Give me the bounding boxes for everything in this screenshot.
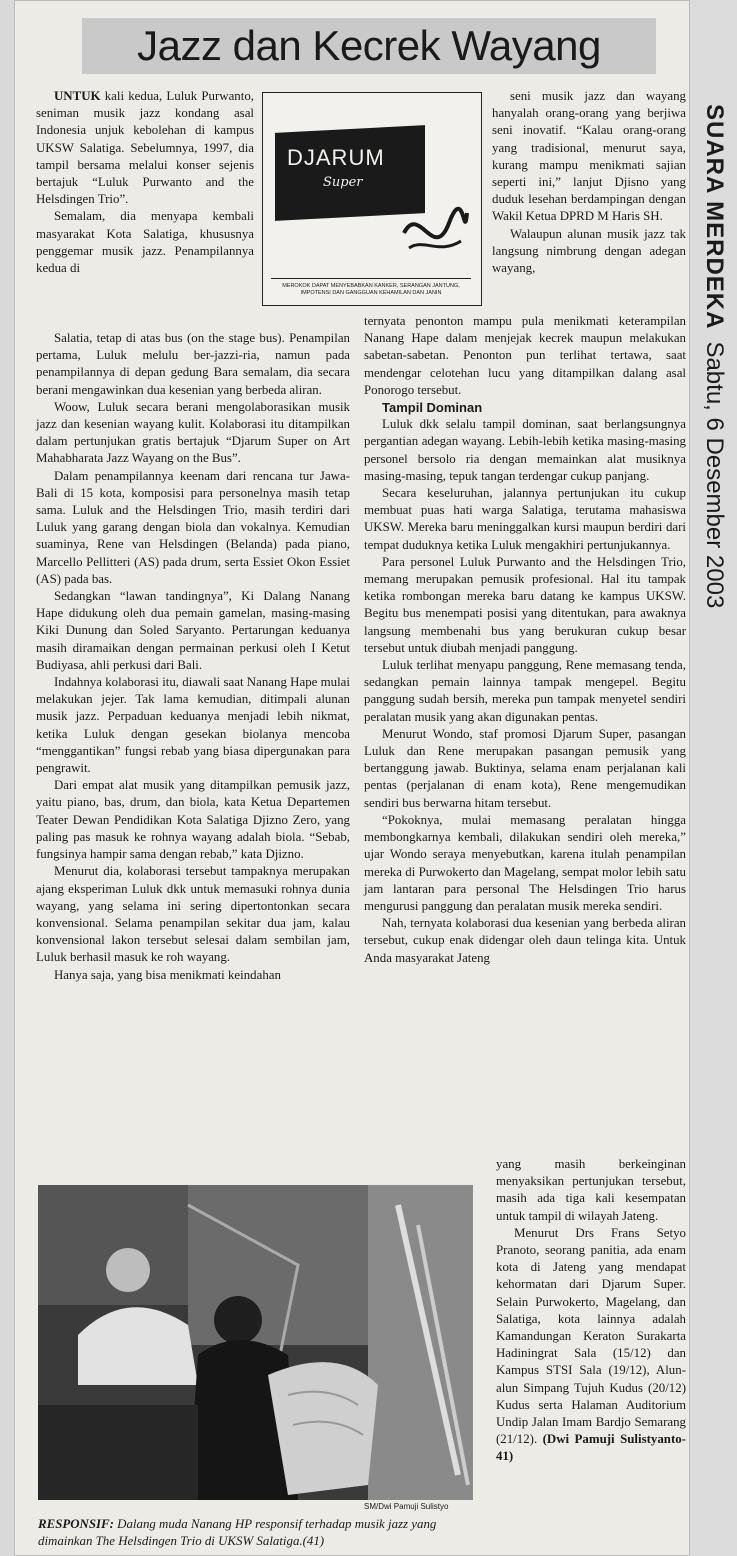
article-photo bbox=[38, 1185, 473, 1500]
publisher-name: SUARA MERDEKA bbox=[701, 104, 728, 330]
paragraph: Para personel Luluk Purwanto and the Helsdingen Trio, memang merupakan pemusik profesional. Hal itu tampak ketika rombongan mereka baru datang ke kampus UKSW. Begitu bus menempati posisi yang ditentukan, para awaknya langsung membenahi bus yang berukuran cukup besar tersebut untuk diubah menjadi panggung. bbox=[364, 554, 686, 655]
article-column-3-tail bbox=[496, 1156, 686, 1466]
ad-health-warning: MEROKOK DAPAT MENYEBABKAN KANKER, SERANGAN JANTUNG, IMPOTENSI DAN GANGGUAN KEHAMILAN DAN JANIN bbox=[271, 278, 471, 297]
paragraph: Indahnya kolaborasi itu, diawali saat Nanang Hape mulai melakukan jejer. Tak lama kemudian, ditimpali alunan musik jazz. Perpaduan keduanya menjadi lebih nikmat, ketika Luluk dengan gesekan biolanya mencoba “menggantikan” fungsi rebab yang biasa dipergunakan para pengrawit. bbox=[36, 675, 350, 776]
ad-subbrand: Super bbox=[323, 175, 363, 190]
paragraph: Menurut dia, kolaborasi tersebut tampaknya merupakan ajang eksperiman Luluk dkk untuk memasuki rohnya dunia wayang, yang selama ini sering dipertontonkan secara konvensional. Selama penampilan sekitar dua jam, kalau konvensional lakon tersebut selesai dalam sembilan jam, Luluk berhasil masuk ke roh wayang. bbox=[36, 864, 350, 965]
photo-scene-icon bbox=[38, 1185, 473, 1500]
paragraph: Dari empat alat musik yang ditampilkan pemusik jazz, yaitu piano, bas, drum, dan biola, kata Ketua Departemen Teater Dewan Pendidikan Kota Salatiga Djizno Zero, yang paling pas masuk ke rohnya wayang adalah biola. “Sebab, fungsinya hampir sama dengan rebab,” kata Djizno. bbox=[36, 778, 350, 862]
ad-signature-icon bbox=[399, 193, 469, 263]
paragraph: ternyata penonton mampu pula menikmati keterampilan Nanang Hape dalam menjejak kecrek maupun melakukan sabetan-sabetan. Penonton pun terlihat tertawa, saat mendengar celotehan lucu yang ditampilkan dalang asal Ponorogo tersebut. bbox=[364, 314, 686, 397]
paragraph: Hanya saja, yang bisa menikmati keindahan bbox=[54, 967, 281, 982]
paragraph: Semalam, dia menyapa kembali masyarakat Kota Salatiga, khususnya penggemar musik jazz. Penampilannya kedua di bbox=[36, 209, 254, 276]
paragraph: yang masih berkeinginan menyaksikan pertunjukan tersebut, masih ada tiga kali kesempatan untuk tampil di wilayah Jateng. bbox=[496, 1157, 686, 1223]
article-column-1-top bbox=[36, 88, 254, 277]
paragraph: UNTUK kali kedua, Luluk Purwanto, seniman musik jazz kondang asal Indonesia unjuk kebolehan di kampus UKSW Salatiga. Sebelumnya, 1997, dia tampil bersama melalui konser sejenis bertajuk “Luluk Purwanto and the Helsdingen Trio”. bbox=[36, 89, 254, 207]
publisher-sidebar bbox=[690, 0, 737, 1556]
paragraph: Dalam penampilannya keenam dari rencana tur Jawa-Bali di 15 kota, komposisi para personelnya masih tetap sama. Luluk and the Helsdingen Trio, masih terdiri dari Luluk yang garang dengan biola dan vokalnya. Kemudian suaminya, Rene van Helsdingen (Belanda) pada piano, Marcello Pellitteri (AS) pada drum, serta Essiet Okon Essiet (AS) pada bas. bbox=[36, 468, 350, 586]
caption-lead: RESPONSIF: bbox=[38, 1517, 114, 1531]
paragraph: Walaupun alunan musik jazz tak langsung nimbrung dengan adegan wayang, bbox=[492, 226, 686, 276]
photo-caption: RESPONSIF: Dalang muda Nanang HP responsif terhadap musik jazz yang dimainkan The Helsdingen Trio di UKSW Salatiga.(41) bbox=[38, 1517, 437, 1548]
paragraph: Luluk dkk selalu tampil dominan, saat berlangsungnya pergantian adegan wayang. Lebih-lebih ketika masing-masing personel bersolo ria dengan memainkan alat musiknya masing-masing, tepuk tangan terdengar cukup panjang. bbox=[364, 417, 686, 483]
paragraph: Sedangkan “lawan tandingnya”, Ki Dalang Nanang Hape didukung oleh dua pemain gamelan, masing-masing Kiki Dunung dan Soled Saryanto. Pertarungan keduanya masih diramaikan dengan permainan perkusi oleh I Ketut Budiyasa, ahli perkusi dari Bali. bbox=[36, 589, 350, 672]
lead-word: UNTUK bbox=[54, 89, 101, 103]
article-title: Jazz dan Kecrek Wayang bbox=[82, 18, 656, 74]
paragraph: Secara keseluruhan, jalannya pertunjukan itu cukup membuat puas hati warga Salatiga, terutama mahasiswa UKSW. Mereka baru meninggalkan kursi maupun berdiri dari tempat duduknya ketika Luluk mengakhiri pertunjukannya. bbox=[364, 486, 686, 552]
paragraph: Nah, ternyata kolaborasi dua kesenian yang berbeda aliran tersebut, cukup enak didengar oleh daun telinga kita. Untuk Anda masyarakat Jateng bbox=[364, 916, 686, 965]
paragraph: seni musik jazz dan wayang hanyalah orang-orang yang berjiwa seni inovatif. “Kalau orang-orang yang tradisional, menurut saya, kurang mampu menikmati sajian seperti ini,” lanjut Djisno yang duduk lesehan berdampingan dengan Wakil Ketua DPRD M Haris SH. bbox=[492, 89, 686, 224]
djarum-advertisement bbox=[262, 92, 482, 306]
sidebar-text bbox=[700, 104, 728, 608]
subheading: Tampil Dominan bbox=[382, 400, 483, 416]
article-column-2-mid bbox=[364, 313, 686, 967]
paragraph: Salatia, tetap di atas bus (on the stage bus). Penampilan pertama, Luluk melulu ber-jazzi-ria, namun pada penampilannya di depan gedung Bara semalam, dia secara berani mengawinkan dua kesenian yang berbeda aliran. bbox=[36, 331, 350, 397]
issue-date: Sabtu, 6 Desember 2003 bbox=[701, 341, 728, 609]
byline: (Dwi Pamuji Sulistyanto-41) bbox=[496, 1432, 686, 1464]
paragraph: Menurut Wondo, staf promosi Djarum Super, pasangan Luluk dan Rene merupakan pasangan pemusik yang bertanggung jawab. Buktinya, selama enam perjalanan kali pentas (perjalanan di enam kota), Rene mengemudikan sendiri bus berwarna hitam tersebut. bbox=[364, 726, 686, 810]
paragraph: “Pokoknya, mulai memasang peralatan hingga membongkarnya kembali, dilakukan sendiri oleh mereka,” ujar Wondo seraya menyebutkan, karena itulah penampilan mereka di Purwokerto dan Magelang, sempat molor lebih satu jam lantaran para personal The Helsdingen Trio harus mengurusi panggung dan peralatan musik mereka sendiri. bbox=[364, 812, 686, 913]
newspaper-clipping bbox=[14, 0, 690, 1556]
paragraph: Luluk terlihat menyapu panggung, Rene memasang tenda, sedangkan pemain lainnya tampak mengepel. Begitu panggung sudah bersih, mereka pun tampak menyetel sendiri peralatan musik yang akan digunakan pentas. bbox=[364, 658, 686, 724]
article-column-3-top bbox=[492, 88, 686, 277]
paragraph: Menurut Drs Frans Setyo Pranoto, seorang panitia, ada enam kota di Jateng yang mendapat kehormatan dari Djarum Super. Selain Purwokerto, Magelang, dan Salatiga, kota lainnya adalah Kamandungan Keraton Surakarta Hadiningrat Sala (15/12) dan Kampus STSI Sala (19/12), Alun-alun Simpang Tujuh Kudus (20/12) Kudus serta Halaman Auditorium Undip Jalan Imam Bardjo Semarang (21/12). (Dwi Pamuji Sulistyanto-41) bbox=[496, 1225, 686, 1464]
photo-credit: SM/Dwi Pamuji Sulistyo bbox=[364, 1502, 449, 1511]
paragraph: Woow, Luluk secara berani mengolaborasikan musik jazz dan kesenian wayang kulit. Kolaborasi itu ditampilkan dalam pertunjukan gratis bertajuk “Djarum Super on Art Mahabharata Jazz Wayang on the Bus”. bbox=[36, 399, 350, 466]
article-column-1 bbox=[36, 330, 350, 984]
ad-brand: DJARUM bbox=[287, 145, 385, 170]
